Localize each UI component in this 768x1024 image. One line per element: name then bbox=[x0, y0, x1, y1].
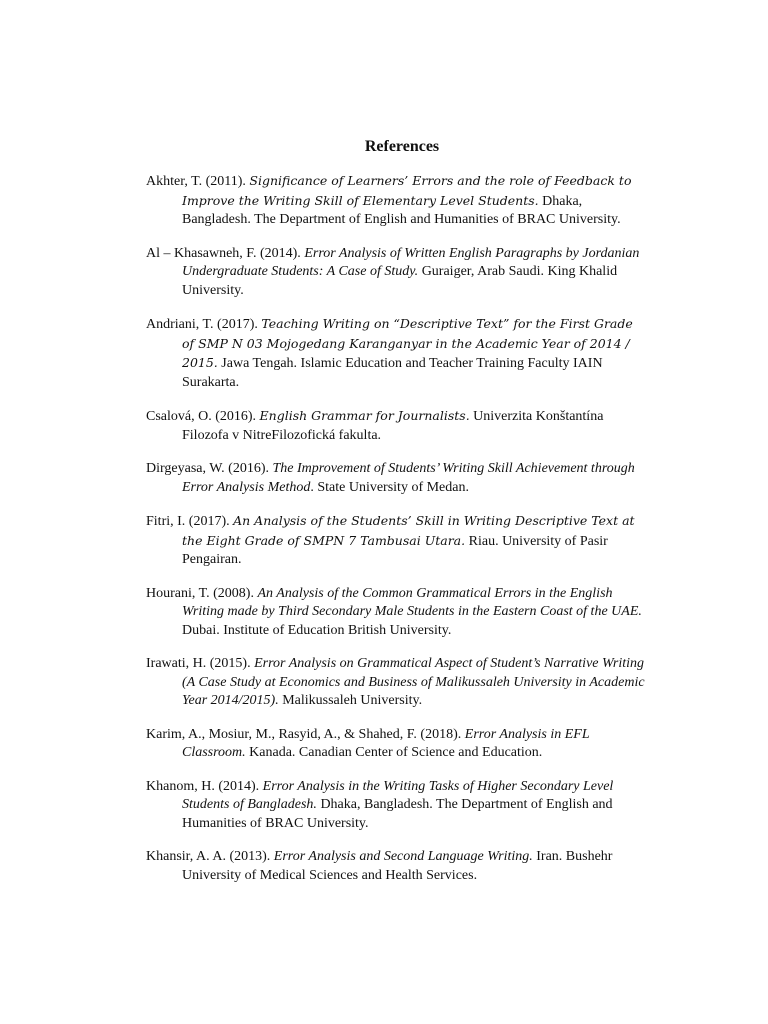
reference-authors: Khansir, A. A. (2013). bbox=[146, 849, 274, 864]
reference-title: Error Analysis and Second Language Writing. bbox=[273, 849, 533, 864]
reference-title: Error Analysis on Grammatical Aspect of Student’s Narrative Writing (A Case Study at Economics and Business of Malikussaleh University in Academic Year 2014/2015). bbox=[182, 656, 645, 708]
reference-publisher: . State University of Medan. bbox=[310, 479, 469, 495]
reference-publisher: Dubai. Institute of Education British University. bbox=[182, 622, 452, 638]
reference-title: An Analysis of the Students’ Skill in Writing Descriptive Text at the Eight Grade of SMPN 7 Tambusai Utara. bbox=[182, 513, 635, 548]
reference-authors: Irawati, H. (2015). bbox=[146, 656, 255, 671]
reference-authors: Karim, A., Mosiur, M., Rasyid, A., & Shahed, F. (2018). bbox=[146, 726, 465, 742]
reference-item bbox=[146, 172, 646, 230]
reference-publisher: Riau. University of Pasir Pengairan. bbox=[182, 533, 608, 567]
reference-authors: Csalová, O. (2016). bbox=[146, 409, 260, 424]
reference-item bbox=[146, 512, 646, 570]
reference-title: Teaching Writing on “Descriptive Text” for the First Grade of SMP N 03 Mojogedang Karanganyar in the Academic Year of 2014 / 2015. bbox=[182, 316, 633, 370]
reference-item bbox=[146, 726, 646, 763]
reference-publisher: Iran. Bushehr University of Medical Sciences and Health Services. bbox=[182, 849, 613, 883]
reference-title: Error Analysis of Written English Paragraphs by Jordanian Undergraduate Students: A Case of Study. bbox=[182, 245, 640, 279]
reference-item bbox=[146, 407, 646, 445]
reference-authors: Khanom, H. (2014). bbox=[146, 778, 263, 794]
reference-item bbox=[146, 655, 646, 711]
reference-authors: Andriani, T. (2017). bbox=[146, 317, 262, 332]
reference-publisher: Jawa Tengah. Islamic Education and Teacher Training Faculty IAIN Surakarta. bbox=[182, 356, 603, 390]
reference-publisher: Univerzita Konštantína Filozofa v NitreFilozofická fakulta. bbox=[182, 409, 604, 443]
reference-list bbox=[146, 172, 646, 900]
reference-item bbox=[146, 585, 646, 641]
reference-publisher: Dhaka, Bangladesh. The Department of English and Humanities of BRAC University. bbox=[182, 797, 613, 831]
page-title: References bbox=[364, 138, 440, 155]
reference-item bbox=[146, 460, 646, 497]
reference-publisher: Kanada. Canadian Center of Science and Education. bbox=[245, 745, 543, 760]
reference-title: Significance of Learners’ Errors and the role of Feedback to Improve the Writing Skill of Elementary Level Students. bbox=[182, 173, 632, 208]
reference-authors: Al – Khasawneh, F. (2014). bbox=[146, 245, 305, 261]
reference-publisher: Malikussaleh University. bbox=[278, 693, 423, 708]
reference-authors: Akhter, T. (2011). bbox=[146, 174, 250, 189]
reference-item bbox=[146, 848, 646, 885]
reference-title: Error Analysis in EFL Classroom. bbox=[182, 726, 590, 760]
reference-authors: Fitri, I. (2017). bbox=[146, 514, 234, 529]
reference-title: The Improvement of Students’ Writing Skill Achievement through Error Analysis Method bbox=[182, 461, 635, 495]
reference-publisher: Dhaka, Bangladesh. The Department of English and Humanities of BRAC University. bbox=[182, 193, 621, 227]
reference-title: Error Analysis in the Writing Tasks of Higher Secondary Level Students of Bangladesh. bbox=[182, 778, 614, 812]
reference-item bbox=[146, 778, 646, 834]
reference-title: English Grammar for Journalists. bbox=[259, 408, 470, 423]
reference-publisher: Guraiger, Arab Saudi. King Khalid University. bbox=[182, 264, 618, 298]
reference-authors: Dirgeyasa, W. (2016). bbox=[146, 461, 273, 476]
reference-title: An Analysis of the Common Grammatical Errors in the English Writing made by Third Secondary Male Students in the Eastern Coast of the UAE. bbox=[182, 585, 642, 619]
reference-item bbox=[146, 245, 646, 301]
reference-item bbox=[146, 315, 646, 392]
reference-authors: Hourani, T. (2008). bbox=[146, 585, 258, 601]
